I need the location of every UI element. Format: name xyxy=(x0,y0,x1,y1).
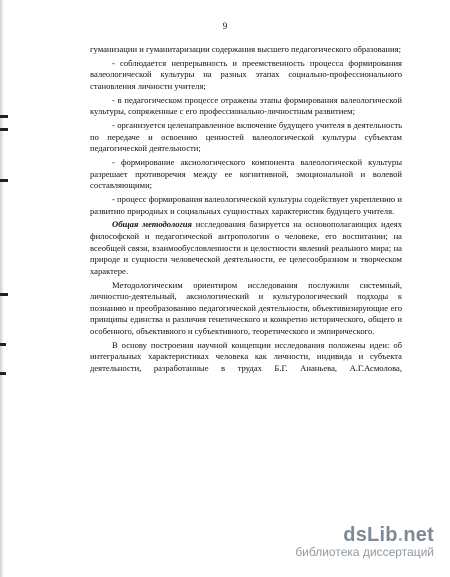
paragraph xyxy=(90,120,402,155)
paragraph xyxy=(90,95,402,118)
paragraph xyxy=(90,340,402,375)
paragraph-text: Методологическим ориентиром исследования послужили системный, личностно-деятельный, аксиологический и культурологический подходы к познанию и преобразованию педагогической деятельности, объективизирующие его принципы единства и различия генетического и конкретно исторического, общего и особенного, объективного и субъективного, теоретического и эмпирического. xyxy=(90,279,402,336)
paragraph xyxy=(90,58,402,93)
paragraph xyxy=(90,280,402,338)
paragraph-lead: Общая методология xyxy=(112,219,192,230)
page-number: 9 xyxy=(222,21,228,31)
paragraph-text: - организуется целенаправленное включение будущего учителя в деятельность по передаче и освоению ценностей валеологической культуры субъектам педагогической деятельности; xyxy=(90,120,402,154)
paragraph xyxy=(90,194,402,217)
watermark-logo-tld: net xyxy=(403,524,434,546)
watermark-logo-dot: . xyxy=(397,524,404,546)
watermark-logo xyxy=(295,525,434,545)
binding-mark xyxy=(0,128,8,131)
binding-shadow xyxy=(0,0,4,577)
paragraph-text: - процесс формирования валеологической культуры содействует укреплению и развитию природных и социальных сущностных характеристик будущего учителя. xyxy=(90,194,402,216)
paragraph-text: - в педагогическом процессе отражены этапы формирования валеологической культуры, сопряженные с его профессионально-личностным развитием; xyxy=(90,94,402,117)
paragraph-text: В основу построения научной концепции исследования положены идеи: об интегральных характеристиках человека как личности, индивида и субъекта деятельности, разработанные в трудах Б.Г. Ананьева, А.Г.Асмолова, xyxy=(90,339,402,373)
paragraph-text: гуманизации и гуманитаризации содержания высшего педагогического образования; xyxy=(90,44,401,54)
paragraph-text: - соблюдается непрерывность и преемственность процесса формирования валеологической культуры на разных этапах социально-профессионального становления личности учителя; xyxy=(90,57,402,91)
binding-mark xyxy=(0,293,8,296)
paragraph xyxy=(90,44,402,56)
paragraph-text: исследования базируется на основополагающих идеях философской и педагогической антропологии о человеке, его воспитании; на всеобщей связи, взаимообусловленности и целостности явлений реального мира; на природе и сущности человеческой деятельности, ее целесообразном и творческом характере. xyxy=(90,219,402,276)
binding-mark xyxy=(0,343,6,346)
body-text xyxy=(90,44,402,375)
paragraph-text: - формирование аксиологического компонента валеологической культуры разрешает противоречия между ее когнитивной, эмоциональной и волевой составляющими; xyxy=(90,157,402,191)
watermark-subtitle: библиотека диссертаций xyxy=(295,545,434,559)
binding-mark xyxy=(0,115,8,118)
watermark-logo-main: dsLib xyxy=(343,524,398,546)
paragraph xyxy=(90,157,402,192)
watermark xyxy=(295,525,434,559)
binding-mark xyxy=(0,372,6,375)
binding-mark xyxy=(0,179,8,182)
paragraph xyxy=(90,219,402,277)
